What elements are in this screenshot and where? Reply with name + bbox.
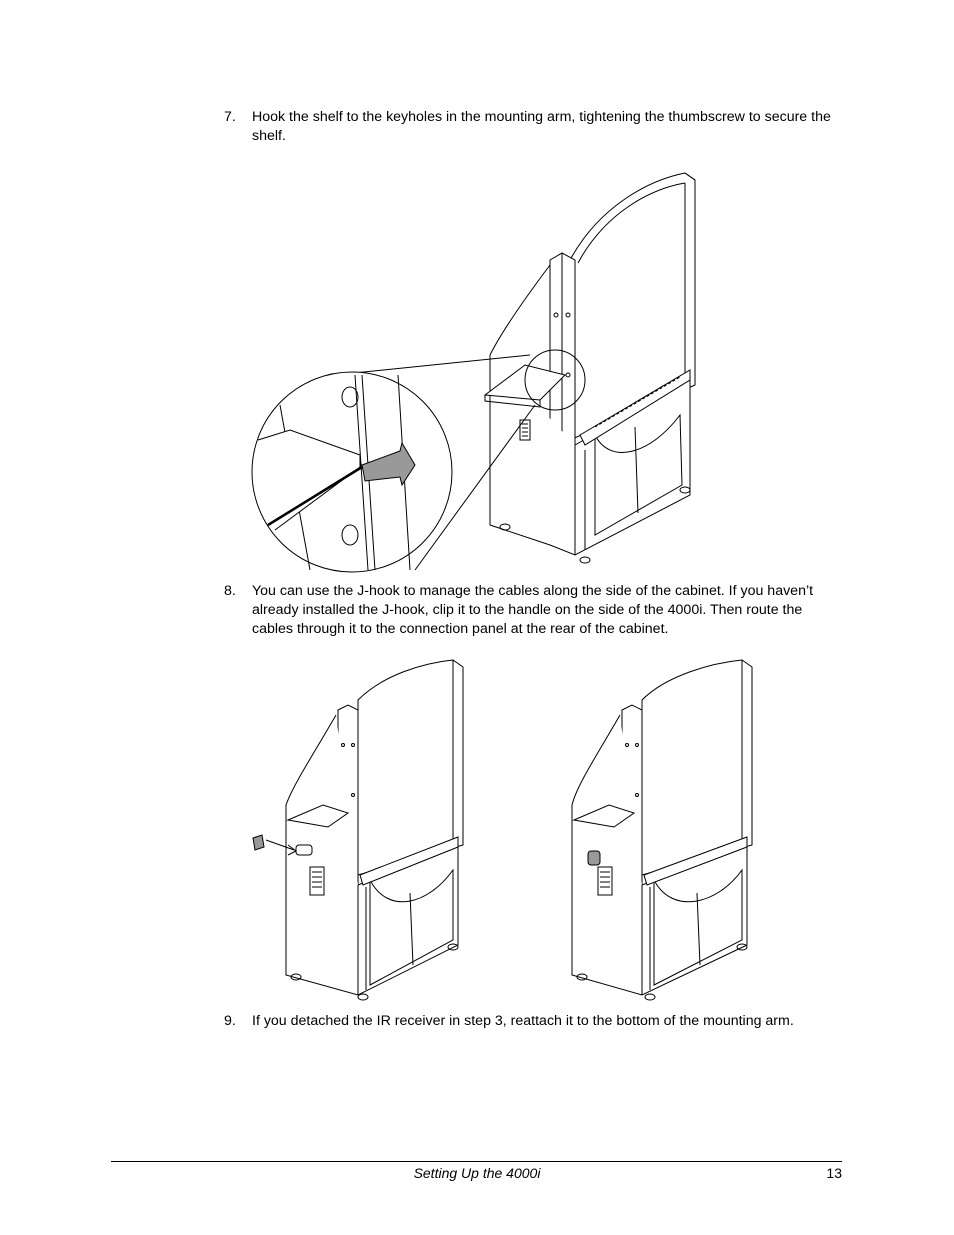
- step-7: [224, 108, 844, 146]
- step-number: 7.: [224, 109, 236, 125]
- step-number: 9.: [224, 1013, 236, 1029]
- footer-title: Setting Up the 4000i: [413, 1165, 541, 1181]
- step-number: 8.: [224, 583, 236, 599]
- page-number: 13: [826, 1165, 842, 1181]
- j-hook-installed-illustration: [562, 655, 762, 1005]
- step-8: [224, 582, 844, 639]
- shelf-mounting-illustration: [250, 165, 700, 575]
- j-hook-install-illustration: [248, 655, 468, 1005]
- step-text: If you detached the IR receiver in step 3, reattach it to the bottom of the mounting arm.: [252, 1013, 794, 1029]
- footer-divider: [111, 1161, 842, 1162]
- step-text: Hook the shelf to the keyholes in the mounting arm, tightening the thumbscrew to secure the shelf.: [252, 109, 831, 144]
- step-9: [224, 1012, 864, 1031]
- step-text: You can use the J-hook to manage the cables along the side of the cabinet. If you haven’t already installed the J-hook, clip it to the handle on the side of the 4000i. Then route the cables through it to the connection panel at the rear of the cabinet.: [252, 583, 814, 637]
